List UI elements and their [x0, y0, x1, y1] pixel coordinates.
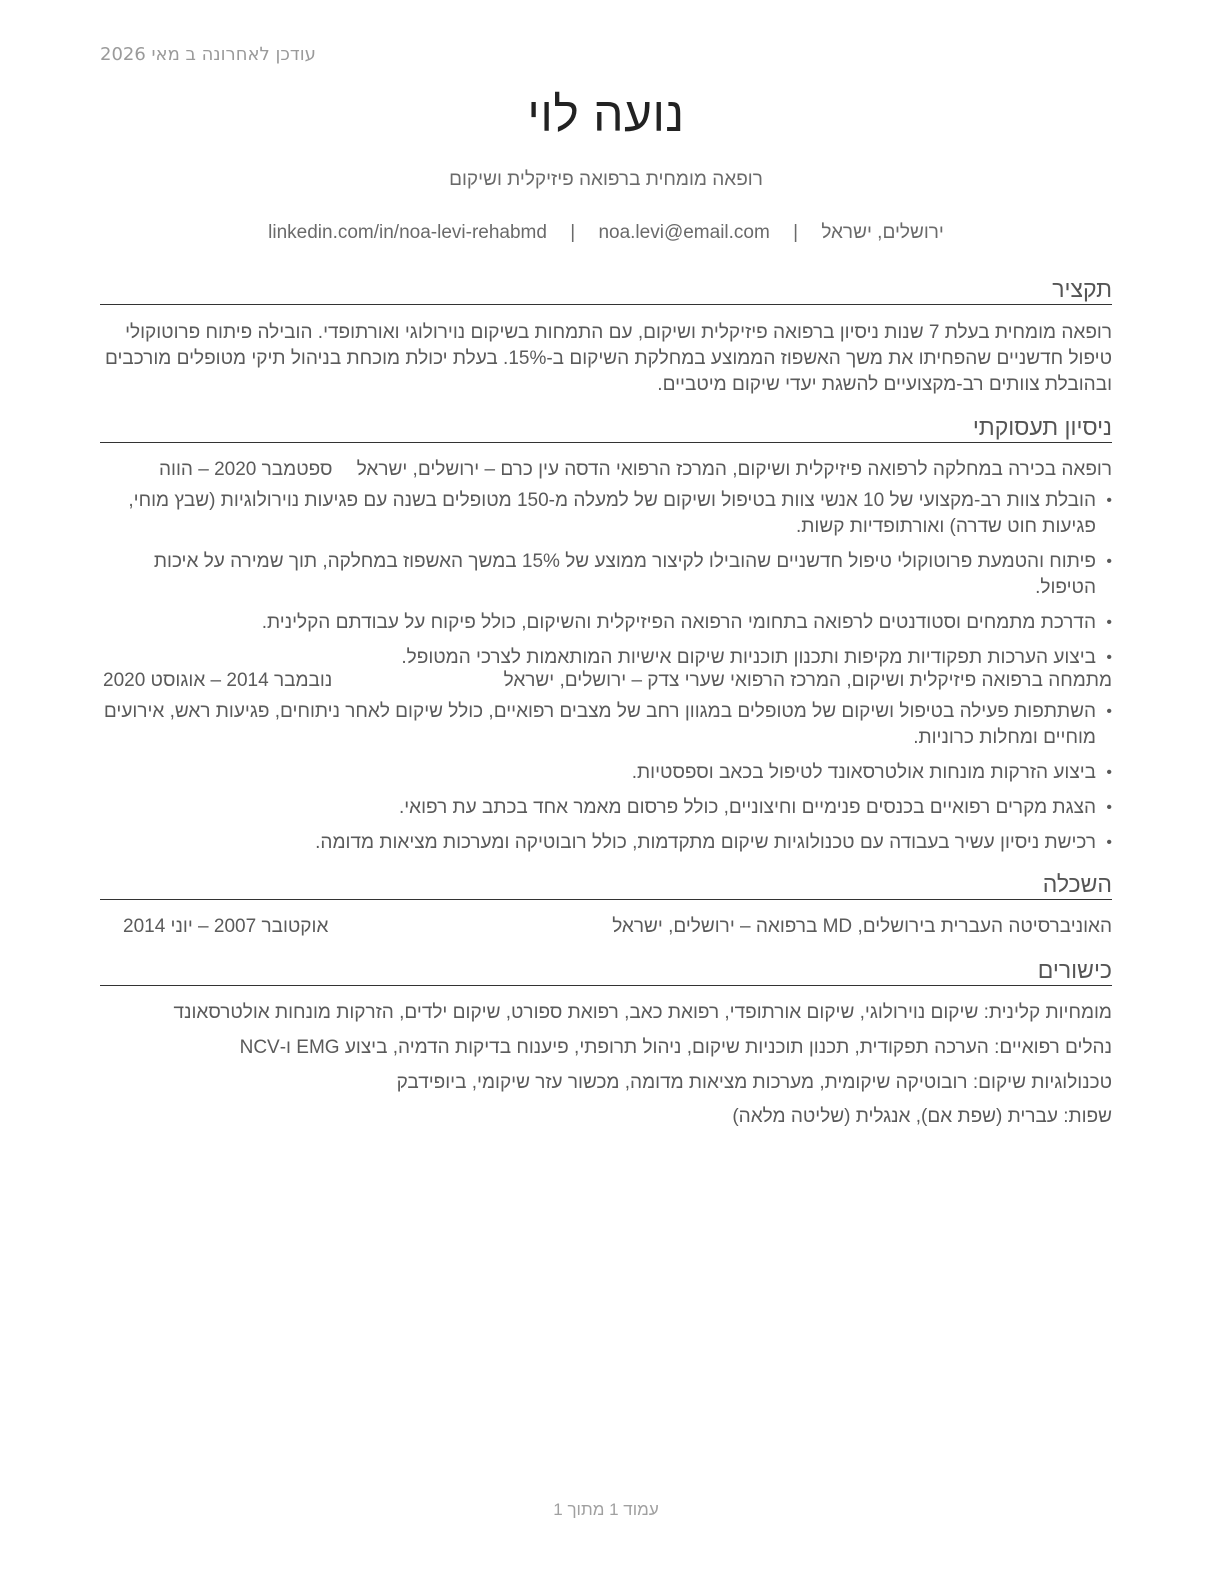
- education-entry: [100, 914, 1112, 940]
- job-role: מתמחה ברפואה פיזיקלית ושיקום, המרכז הרפואי שערי צדק – ירושלים, ישראל: [503, 670, 1112, 691]
- job-role: רופאה בכירה במחלקה לרפואה פיזיקלית ושיקום, המרכז הרפואי הדסה עין כרם – ירושלים, ישראל: [356, 459, 1112, 480]
- list-item: • רכישת ניסיון עשיר בעבודה עם טכנולוגיות שיקום מתקדמות, כולל רובוטיקה ומערכות מציאות מדומה.: [100, 830, 1112, 856]
- separator: |: [793, 222, 799, 243]
- list-item: • הצגת מקרים רפואיים בכנסים פנימיים וחיצוניים, כולל פרסום מאמר אחד בכתב עת רפואי.: [100, 795, 1112, 821]
- email-link[interactable]: noa.levi@email.com: [598, 222, 770, 243]
- contact-line: [100, 222, 1112, 244]
- candidate-name: נועה לוי: [527, 89, 685, 142]
- list-item: • הדרכת מתמחים וסטודנטים לרפואה בתחומי הרפואה הפיזיקלית והשיקום, כולל פיקוח על עבודתם הקלינית.: [100, 610, 1112, 636]
- education-degree: האוניברסיטה העברית בירושלים, MD ברפואה – ירושלים, ישראל: [612, 916, 1112, 937]
- job-bullets: [100, 488, 1112, 680]
- section-heading-summary: תקציר: [100, 274, 1112, 305]
- skill-line: נהלים רפואיים: הערכה תפקודית, תכנון תוכניות שיקום, ניהול תרופתי, פיענוח בדיקות הדמיה, ביצוע EMG ו-NCV: [239, 1037, 1112, 1058]
- candidate-title: רופאה מומחית ברפואה פיזיקלית ושיקום: [449, 169, 763, 190]
- education-dates: אוקטובר 2007 – יוני 2014: [123, 916, 329, 937]
- page-number: עמוד 1 מתוך 1: [553, 1500, 659, 1519]
- section-heading-education: השכלה: [100, 869, 1112, 900]
- job-dates: ספטמבר 2020 – הווה: [159, 459, 333, 480]
- separator: |: [570, 222, 576, 243]
- job-dates: נובמבר 2014 – אוגוסט 2020: [103, 670, 333, 691]
- list-item: • הובלת צוות רב-מקצועי של 10 אנשי צוות בטיפול ושיקום של למעלה מ-150 מטופלים בשנה עם פגיעות נוירולוגיות (שבץ מוחי, פגיעות חוט שדרה) ואורתופדיות קשות.: [100, 488, 1112, 540]
- location: ירושלים, ישראל: [821, 222, 944, 243]
- skill-line: שפות: עברית (שפת אם), אנגלית (שליטה מלאה): [732, 1106, 1112, 1127]
- list-item: • ביצוע הזרקות מונחות אולטרסאונד לטיפול בכאב וספסטיות.: [100, 760, 1112, 786]
- skill-line: טכנולוגיות שיקום: רובוטיקה שיקומית, מערכות מציאות מדומה, מכשור עזר שיקומי, ביופידבק: [396, 1072, 1112, 1093]
- linkedin-link[interactable]: linkedin.com/in/noa-levi-rehabmd: [268, 222, 547, 243]
- section-heading-skills: כישורים: [100, 955, 1112, 986]
- list-item: • ביצוע הערכות תפקודיות מקיפות ותכנון תוכניות שיקום אישיות המותאמות לצרכי המטופל.: [100, 645, 1112, 671]
- resume-page: [100, 0, 1112, 1584]
- last-updated: עודכן לאחרונה ב מאי 2026: [100, 44, 316, 65]
- job-header: [100, 668, 1112, 694]
- skill-line: מומחיות קלינית: שיקום נוירולוגי, שיקום אורתופדי, רפואת כאב, רפואת ספורט, שיקום ילדים, הזרקות מונחות אולטרסאונד: [173, 1002, 1112, 1023]
- summary-text: רופאה מומחית בעלת 7 שנות ניסיון ברפואה פיזיקלית ושיקום, עם התמחות בשיקום נוירולוגי ואורתופדי. הובילה פיתוח פרוטוקולי טיפול חדשניים שהפחיתו את משך האשפוז הממוצע במחלקת השיקום ב-15%. בעלת יכולת מוכחת בניהול תיקי מטופלים מורכבים ובהובלת צוותים רב-מקצועיים להשגת יעדי שיקום מיטביים.: [104, 322, 1112, 395]
- list-item: • פיתוח והטמעת פרוטוקולי טיפול חדשניים שהובילו לקיצור ממוצע של 15% במשך האשפוז במחלקה, תוך שמירה על איכות הטיפול.: [100, 549, 1112, 601]
- section-heading-experience: ניסיון תעסוקתי: [100, 412, 1112, 443]
- list-item: • השתתפות פעילה בטיפול ושיקום של מטופלים במגוון רחב של מצבים רפואיים, כולל שיקום לאחר ניתוחים, פגיעות ראש, אירועים מוחיים ומחלות כרוניות.: [100, 699, 1112, 751]
- job-header: [100, 457, 1112, 483]
- job-bullets: [100, 699, 1112, 865]
